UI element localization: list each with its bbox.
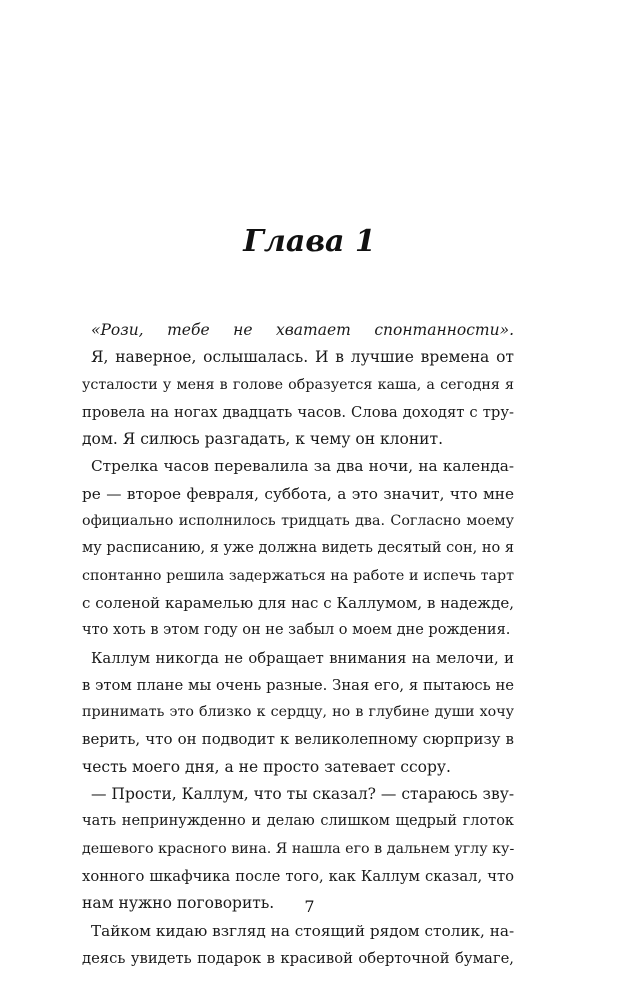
text-line: в этом плане мы очень разные. Зная его, я пытаюсь не bbox=[82, 676, 514, 694]
text-line: дешевого красного вина. Я нашла его в дальнем углу ку- bbox=[82, 840, 514, 857]
chapter-title: Глава 1 bbox=[243, 224, 376, 259]
text-line: усталости у меня в голове образуется каша, а сегодня я bbox=[82, 376, 514, 393]
text-line: дом. Я силюсь разгадать, к чему он клонит. bbox=[82, 430, 444, 449]
text-line: провела на ногах двадцать часов. Слова доходят с тру- bbox=[82, 403, 514, 421]
text-line: честь моего дня, а не просто затевает ссору. bbox=[82, 757, 451, 776]
text-line: что хоть в этом году он не забыл о моем дне рождения. bbox=[82, 622, 511, 639]
text-line: хонного шкафчика после того, как Каллум сказал, что bbox=[82, 867, 514, 885]
text-line: чать непринужденно и делаю слишком щедрый глоток bbox=[82, 813, 514, 830]
body-text bbox=[82, 317, 514, 972]
text-line: спонтанно решила задержаться на работе и испечь тарт bbox=[82, 567, 514, 584]
text-line: «Рози, тебе не хватает спонтанности». bbox=[91, 321, 514, 339]
text-line: Каллум никогда не обращает внимания на мелочи, и bbox=[91, 649, 514, 667]
text-line: официально исполнилось тридцать два. Согласно моему bbox=[82, 513, 514, 530]
page-number: 7 bbox=[304, 897, 315, 916]
text-line: Я, наверное, ослышалась. И в лучшие времена от bbox=[91, 348, 514, 367]
text-line: верить, что он подводит к великолепному сюрпризу в bbox=[82, 730, 514, 749]
text-line: принимать это близко к сердцу, но в глубине души хочу bbox=[82, 704, 514, 721]
text-line: нам нужно поговорить. bbox=[82, 894, 275, 913]
text-line: с соленой карамелью для нас с Каллумом, в надежде, bbox=[82, 593, 514, 612]
text-line: — Прости, Каллум, что ты сказал? — стараюсь зву- bbox=[91, 785, 514, 804]
text-line: му расписанию, я уже должна видеть десятый сон, но я bbox=[82, 540, 514, 557]
text-line: Стрелка часов перевалила за два ночи, на календа- bbox=[91, 457, 514, 476]
text-line: деясь увидеть подарок в красивой оберточной бумаге, bbox=[82, 949, 514, 967]
text-line: ре — второе февраля, суббота, а это значит, что мне bbox=[82, 484, 514, 503]
text-line: Тайком кидаю взгляд на стоящий рядом столик, на- bbox=[91, 921, 514, 940]
